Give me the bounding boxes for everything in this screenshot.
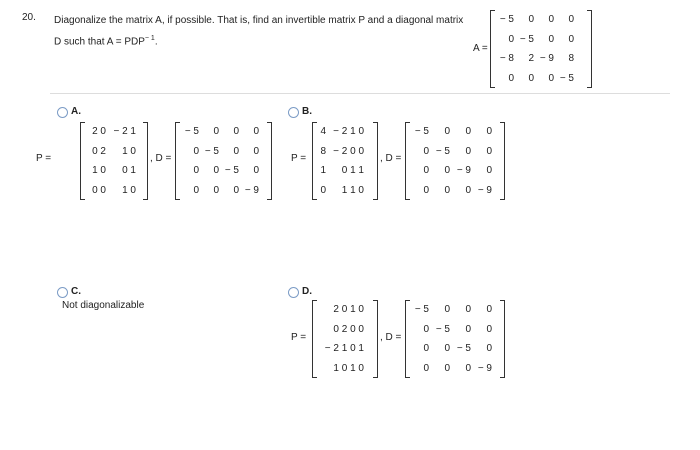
question-number: 20.	[22, 12, 36, 23]
matrix-cell: − 5	[184, 126, 199, 138]
matrix-cell: 0	[253, 145, 259, 157]
matrix-cell: 1 0	[122, 184, 136, 196]
matrix-cell: 2	[528, 53, 534, 65]
matrix-cell: − 5	[414, 304, 429, 316]
matrix-cell: 0	[193, 184, 199, 196]
option-a-label: A.	[71, 106, 81, 117]
matrix-cell: − 2 1	[113, 126, 136, 138]
option-a-p-label: P =	[36, 153, 52, 164]
matrix-cell: 0	[423, 362, 429, 374]
matrix-cell: 0	[423, 184, 429, 196]
option-a-radio[interactable]	[57, 107, 68, 118]
matrix-cell: − 9	[244, 184, 259, 196]
question-line-1: Diagonalize the matrix A, if possible. That is, find an invertible matrix P and a diagonal matrix	[54, 15, 464, 26]
matrix-cell: 0	[465, 145, 471, 157]
matrix-a	[490, 10, 592, 88]
equation-text: D such that A = PDP	[54, 36, 145, 48]
option-d-label: D.	[302, 286, 312, 297]
matrix-cell: 1 0	[92, 165, 106, 177]
option-d-p-label: P =	[291, 332, 307, 343]
matrix-cell: 0 0	[92, 184, 106, 196]
option-b-radio[interactable]	[288, 107, 299, 118]
matrix-cell: 0	[486, 145, 492, 157]
matrix-cell: 0	[486, 343, 492, 355]
matrix-cell: 0	[193, 165, 199, 177]
matrix-cell: 0	[444, 165, 450, 177]
option-c-label: C.	[71, 286, 81, 297]
matrix-cell: 0	[253, 165, 259, 177]
matrix-cell: 0	[213, 184, 219, 196]
matrix-cell: 0	[568, 33, 574, 45]
question-text	[54, 12, 484, 51]
option-b-label: B.	[302, 106, 312, 117]
matrix-cell: − 9	[456, 165, 471, 177]
matrix-cell: 0 2 0 0	[333, 323, 364, 335]
matrix-cell: 0	[423, 165, 429, 177]
matrix-cell: − 5	[224, 165, 239, 177]
matrix-cell: − 5	[204, 145, 219, 157]
matrix-cell: − 9	[477, 184, 492, 196]
matrix-cell: 2 0	[92, 126, 106, 138]
matrix-cell: − 5	[559, 72, 574, 84]
option-b-d-matrix	[405, 122, 505, 200]
matrix-cell: 0 1	[122, 165, 136, 177]
matrix-cell: 1 0	[122, 145, 136, 157]
matrix-cell: 0	[508, 72, 514, 84]
option-c-text: Not diagonalizable	[62, 300, 145, 311]
question-line-2	[54, 30, 484, 51]
matrix-cell: − 5	[435, 145, 450, 157]
matrix-cell: − 8	[499, 53, 514, 65]
matrix-cell: 0	[486, 165, 492, 177]
matrix-cell: 8	[320, 145, 326, 157]
matrix-cell: 0	[213, 165, 219, 177]
matrix-cell: 4	[320, 126, 326, 138]
matrix-cell: 1 0 1 0	[333, 362, 364, 374]
option-c-radio[interactable]	[57, 287, 68, 298]
matrix-cell: 0	[465, 184, 471, 196]
inverse-superscript: − 1	[144, 35, 155, 42]
option-d-d-matrix	[405, 300, 505, 378]
matrix-cell: 0 1 1	[341, 165, 364, 177]
option-d-p-matrix	[312, 300, 378, 378]
matrix-cell: 0	[423, 323, 429, 335]
matrix-cell: 0	[568, 14, 574, 26]
matrix-cell: 1 1 0	[341, 184, 364, 196]
option-a-p-matrix	[80, 122, 148, 200]
matrix-cell: 0	[444, 184, 450, 196]
matrix-cell: 0	[233, 184, 239, 196]
matrix-cell: 0	[444, 362, 450, 374]
matrix-cell: 0	[548, 14, 554, 26]
matrix-cell: − 9	[477, 362, 492, 374]
matrix-cell: − 5	[414, 126, 429, 138]
matrix-cell: 0	[465, 362, 471, 374]
matrix-cell: 0	[423, 343, 429, 355]
matrix-cell: − 9	[539, 53, 554, 65]
matrix-cell: 0	[486, 304, 492, 316]
matrix-cell: 0	[233, 145, 239, 157]
matrix-cell: 0	[320, 184, 326, 196]
matrix-cell: 1	[320, 165, 326, 177]
matrix-cell: − 2 1 0	[333, 126, 364, 138]
divider	[50, 93, 670, 94]
matrix-cell: 0	[444, 126, 450, 138]
matrix-a-label: A =	[473, 43, 488, 54]
matrix-cell: 0	[465, 304, 471, 316]
matrix-cell: − 2 1 0 1	[324, 343, 364, 355]
option-d-radio[interactable]	[288, 287, 299, 298]
matrix-cell: 0	[193, 145, 199, 157]
option-b-d-label: , D =	[380, 153, 402, 164]
option-a-d-label: , D =	[150, 153, 172, 164]
period: .	[154, 36, 158, 48]
matrix-cell: 0	[528, 14, 534, 26]
matrix-cell: − 5	[499, 14, 514, 26]
matrix-cell: 8	[568, 53, 574, 65]
matrix-cell: − 2 0 0	[333, 145, 364, 157]
matrix-cell: 0	[444, 343, 450, 355]
matrix-cell: 0	[233, 126, 239, 138]
matrix-cell: − 5	[435, 323, 450, 335]
matrix-cell: 0	[548, 33, 554, 45]
matrix-cell: 0 2	[92, 145, 106, 157]
matrix-cell: 0	[508, 33, 514, 45]
matrix-cell: 0	[548, 72, 554, 84]
option-a-d-matrix	[175, 122, 272, 200]
option-b-p-matrix	[312, 122, 378, 200]
matrix-cell: 0	[444, 304, 450, 316]
matrix-cell: 2 0 1 0	[333, 304, 364, 316]
matrix-cell: 0	[486, 323, 492, 335]
matrix-cell: 0	[423, 145, 429, 157]
matrix-cell: − 5	[519, 33, 534, 45]
matrix-cell: 0	[465, 323, 471, 335]
matrix-cell: 0	[528, 72, 534, 84]
matrix-cell: 0	[465, 126, 471, 138]
matrix-cell: 0	[253, 126, 259, 138]
matrix-cell: 0	[213, 126, 219, 138]
option-b-p-label: P =	[291, 153, 307, 164]
option-d-d-label: , D =	[380, 332, 402, 343]
matrix-cell: 0	[486, 126, 492, 138]
matrix-cell: − 5	[456, 343, 471, 355]
